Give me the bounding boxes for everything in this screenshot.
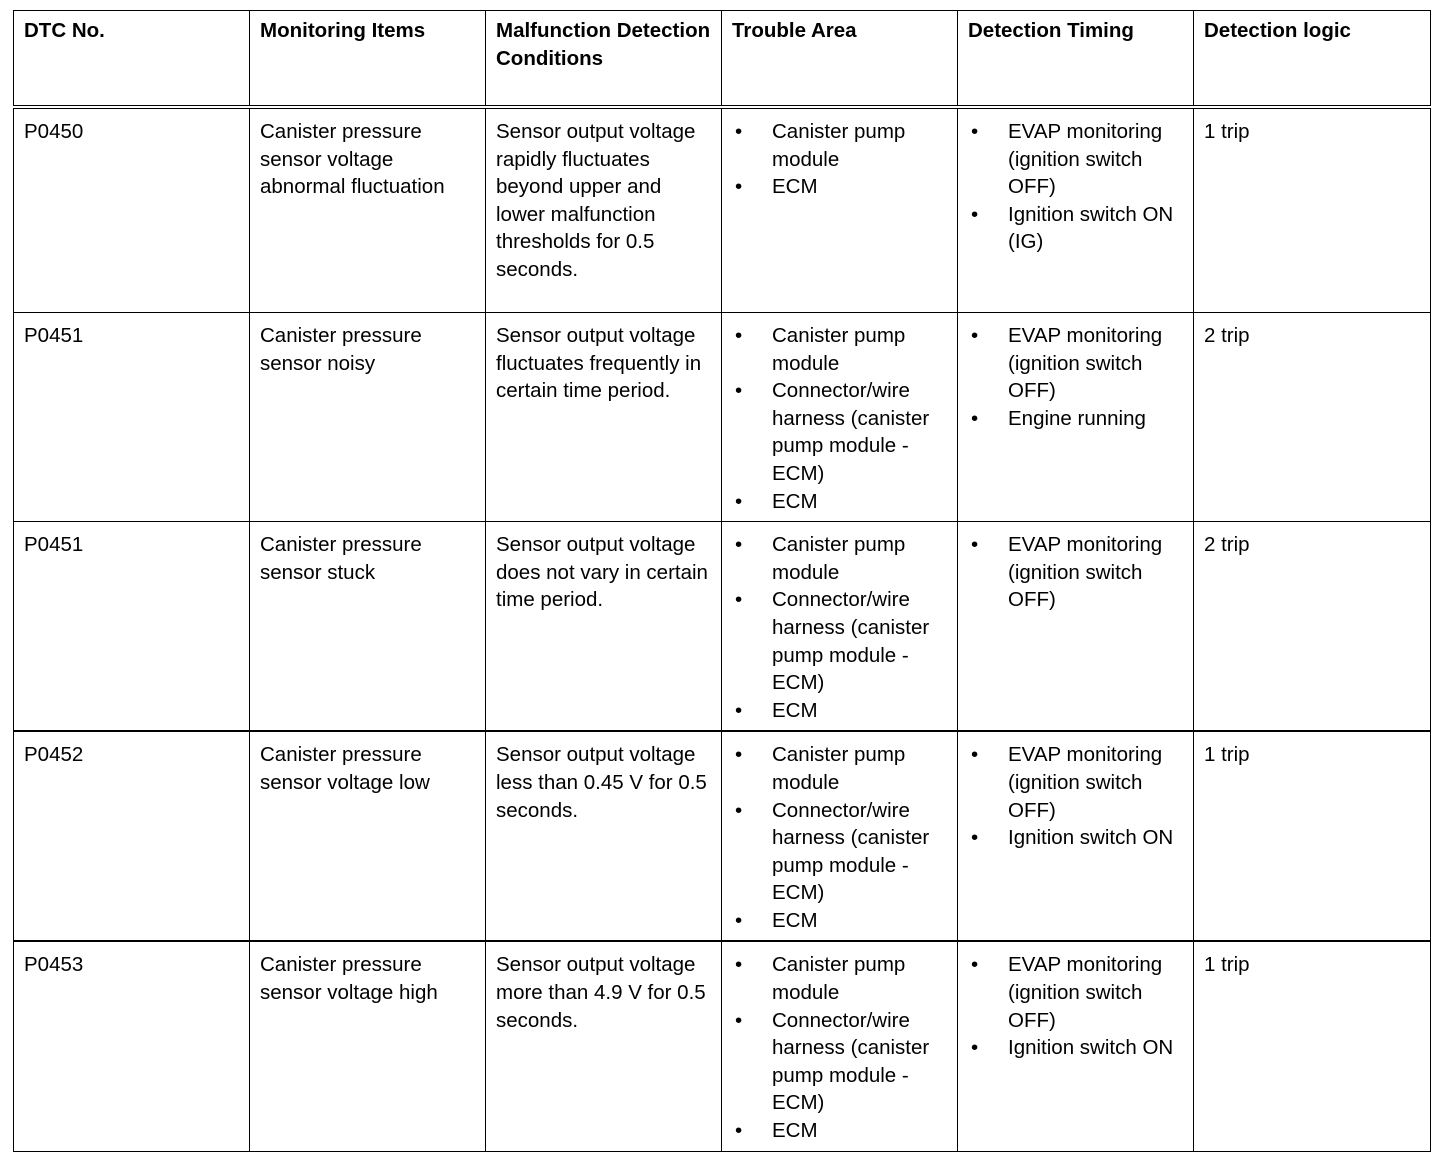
header-detection-logic: Detection logic [1194, 11, 1431, 108]
dtc-number-cell: P0450 [14, 107, 250, 313]
trouble-area-item-text: Canister pump module [772, 324, 906, 375]
bullet-icon: • [971, 826, 979, 850]
trouble-area-item [732, 377, 949, 487]
trouble-area-item [732, 173, 949, 201]
trouble-area-item-text: Connector/wire harness (canister pump module - ECM) [772, 1008, 930, 1115]
dtc-number-cell: P0453 [14, 941, 250, 1151]
detection-timing-item-text: EVAP monitoring (ignition switch OFF) [1008, 324, 1163, 403]
table-row [14, 522, 1431, 732]
detection-conditions-cell: Sensor output voltage fluctuates frequently in certain time period. [486, 313, 722, 522]
detection-timing-cell-list [968, 951, 1185, 1061]
detection-timing-item-text: Ignition switch ON (IG) [1008, 202, 1174, 254]
trouble-area-item [732, 741, 949, 796]
detection-timing-item [968, 741, 1185, 824]
bullet-icon: • [971, 406, 979, 430]
trouble-area-item-text: ECM [772, 1119, 818, 1143]
bullet-icon: • [735, 1008, 743, 1032]
trouble-area-cell [722, 731, 958, 941]
bullet-icon: • [735, 1119, 743, 1143]
monitoring-item-cell: Canister pressure sensor noisy [250, 313, 486, 522]
bullet-icon: • [735, 175, 743, 199]
monitoring-item-cell: Canister pressure sensor stuck [250, 522, 486, 732]
detection-timing-cell-list [968, 741, 1185, 851]
detection-timing-cell-list [968, 531, 1185, 614]
detection-timing-item-text: Ignition switch ON [1008, 1036, 1174, 1060]
detection-timing-item [968, 1034, 1185, 1062]
trouble-area-item [732, 951, 949, 1006]
bullet-icon: • [735, 533, 743, 557]
trouble-area-item [732, 586, 949, 696]
bullet-icon: • [971, 1036, 979, 1060]
bullet-icon: • [735, 120, 743, 143]
trouble-area-item-text: ECM [772, 489, 818, 513]
trouble-area-item [732, 488, 949, 516]
trouble-area-item [732, 531, 949, 586]
bullet-icon: • [971, 120, 979, 143]
trouble-area-cell-list [732, 322, 949, 515]
header-trouble-area: Trouble Area [722, 11, 958, 108]
monitoring-item-cell: Canister pressure sensor voltage abnormal fluctuation [250, 107, 486, 313]
detection-conditions-cell: Sensor output voltage more than 4.9 V for 0.5 seconds. [486, 941, 722, 1151]
header-monitoring-items: Monitoring Items [250, 11, 486, 108]
trouble-area-cell-list [732, 951, 949, 1144]
table-body [14, 107, 1431, 1151]
table-header [14, 11, 1431, 108]
bullet-icon: • [735, 489, 743, 513]
detection-logic-cell: 1 trip [1194, 731, 1431, 941]
bullet-icon: • [735, 379, 743, 403]
trouble-area-item [732, 118, 949, 173]
trouble-area-cell-list [732, 531, 949, 724]
table-row [14, 731, 1431, 941]
bullet-icon: • [735, 798, 743, 822]
detection-logic-cell: 2 trip [1194, 522, 1431, 732]
detection-timing-cell [958, 107, 1194, 313]
trouble-area-item-text: Canister pump module [772, 953, 906, 1005]
trouble-area-item-text: Canister pump module [772, 743, 906, 794]
trouble-area-cell-list [732, 741, 949, 934]
detection-timing-item [968, 824, 1185, 852]
detection-timing-item-text: Engine running [1008, 406, 1146, 430]
bullet-icon: • [971, 202, 979, 226]
detection-timing-item-text: EVAP monitoring (ignition switch OFF) [1008, 120, 1163, 199]
detection-conditions-cell: Sensor output voltage less than 0.45 V for 0.5 seconds. [486, 731, 722, 941]
trouble-area-cell [722, 313, 958, 522]
bullet-icon: • [735, 698, 743, 722]
detection-timing-item-text: Ignition switch ON [1008, 826, 1174, 850]
trouble-area-cell [722, 107, 958, 313]
table-row [14, 313, 1431, 522]
trouble-area-item-text: Connector/wire harness (canister pump module - ECM) [772, 379, 930, 485]
monitoring-item-cell: Canister pressure sensor voltage low [250, 731, 486, 941]
header-row [14, 11, 1431, 108]
dtc-number-cell: P0451 [14, 313, 250, 522]
trouble-area-item-text: ECM [772, 175, 818, 199]
bullet-icon: • [735, 953, 743, 977]
bullet-icon: • [971, 743, 979, 767]
trouble-area-item-text: Canister pump module [772, 533, 906, 584]
trouble-area-cell [722, 522, 958, 732]
detection-timing-item-text: EVAP monitoring (ignition switch OFF) [1008, 743, 1163, 822]
detection-logic-cell: 1 trip [1194, 107, 1431, 313]
dtc-number-cell: P0452 [14, 731, 250, 941]
detection-timing-item [968, 405, 1185, 433]
trouble-area-item-text: ECM [772, 908, 818, 932]
dtc-table [13, 10, 1431, 1152]
detection-timing-item [968, 118, 1185, 201]
detection-logic-cell: 2 trip [1194, 313, 1431, 522]
detection-timing-item [968, 201, 1185, 256]
header-dtc-no: DTC No. [14, 11, 250, 108]
detection-logic-cell: 1 trip [1194, 941, 1431, 1151]
detection-timing-item [968, 951, 1185, 1034]
bullet-icon: • [735, 324, 743, 347]
trouble-area-item-text: ECM [772, 698, 818, 722]
dtc-number-cell: P0451 [14, 522, 250, 732]
trouble-area-item [732, 1117, 949, 1145]
header-malfunction-detection-conditions: Malfunction Detection Conditions [486, 11, 722, 108]
bullet-icon: • [735, 908, 743, 932]
bullet-icon: • [735, 588, 743, 612]
detection-timing-cell [958, 313, 1194, 522]
detection-timing-item [968, 322, 1185, 405]
table-row [14, 107, 1431, 313]
bullet-icon: • [971, 953, 979, 977]
detection-timing-item-text: EVAP monitoring (ignition switch OFF) [1008, 533, 1163, 612]
monitoring-item-cell: Canister pressure sensor voltage high [250, 941, 486, 1151]
detection-timing-cell [958, 522, 1194, 732]
detection-timing-cell-list [968, 118, 1185, 256]
trouble-area-cell [722, 941, 958, 1151]
detection-timing-item [968, 531, 1185, 614]
detection-timing-cell-list [968, 322, 1185, 432]
trouble-area-item-text: Canister pump module [772, 120, 906, 171]
bullet-icon: • [971, 324, 979, 347]
trouble-area-item [732, 322, 949, 377]
trouble-area-item [732, 1007, 949, 1117]
detection-timing-cell [958, 731, 1194, 941]
bullet-icon: • [735, 743, 743, 767]
trouble-area-cell-list [732, 118, 949, 201]
detection-timing-item-text: EVAP monitoring (ignition switch OFF) [1008, 953, 1163, 1032]
trouble-area-item-text: Connector/wire harness (canister pump module - ECM) [772, 588, 930, 695]
trouble-area-item [732, 907, 949, 935]
detection-conditions-cell: Sensor output voltage does not vary in certain time period. [486, 522, 722, 732]
bullet-icon: • [971, 533, 979, 557]
trouble-area-item [732, 797, 949, 907]
header-detection-timing: Detection Timing [958, 11, 1194, 108]
table-row [14, 941, 1431, 1151]
detection-timing-cell [958, 941, 1194, 1151]
detection-conditions-cell: Sensor output voltage rapidly fluctuates beyond upper and lower malfunction thresholds for 0.5 seconds. [486, 107, 722, 313]
trouble-area-item [732, 697, 949, 725]
trouble-area-item-text: Connector/wire harness (canister pump module - ECM) [772, 798, 930, 905]
